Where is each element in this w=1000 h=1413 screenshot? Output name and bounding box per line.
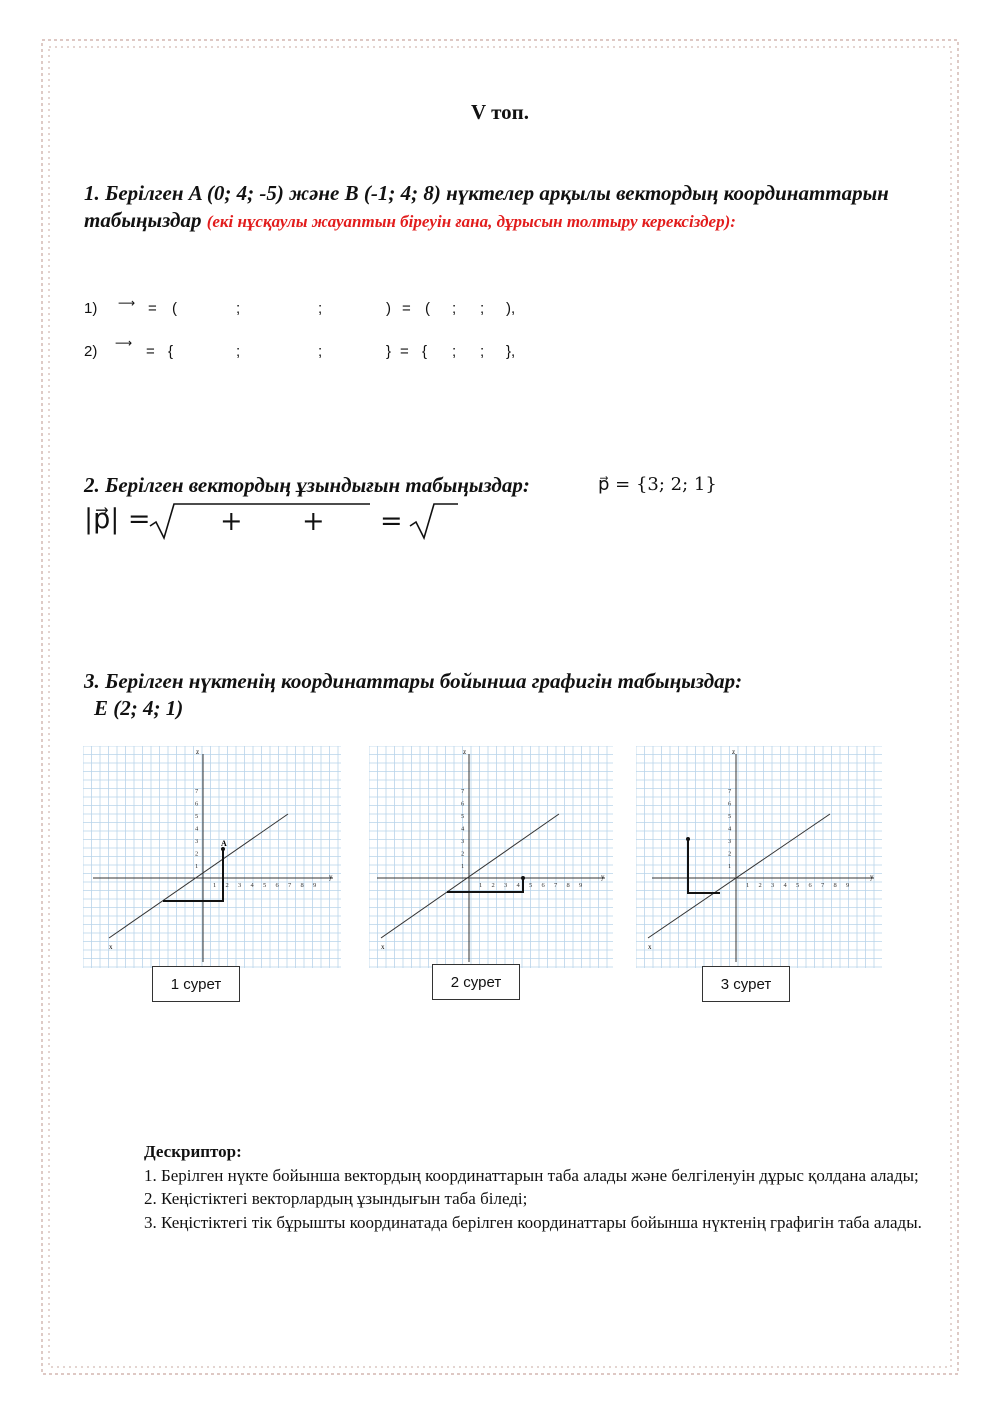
z-tick-label: 4 (728, 825, 732, 833)
descriptor-item-2: 2. Кеңістіктегі векторлардың ұзындығын таба біледі; (144, 1189, 528, 1208)
coordinate-graph-2 (369, 746, 613, 968)
caption-graph-2: 2 сурет (432, 964, 520, 1000)
z-tick-label: 6 (195, 800, 199, 808)
y-tick-label: 7 (554, 882, 558, 889)
z-tick-label: 7 (461, 788, 465, 795)
z-tick-label: 2 (728, 850, 732, 858)
axis-z-label: z (196, 748, 200, 756)
y-tick-label: 4 (783, 882, 787, 889)
y-tick-label: 6 (808, 882, 812, 889)
coordinate-graph-3 (636, 746, 882, 968)
z-tick-label: 5 (461, 813, 465, 820)
axis-z-label: z (732, 748, 736, 756)
y-tick-label: 2 (225, 882, 229, 889)
y-tick-label: 6 (541, 882, 545, 889)
z-tick-label: 6 (728, 800, 732, 808)
z-tick-label: 4 (195, 825, 199, 833)
y-tick-label: 3 (504, 882, 508, 889)
question-1-note: (екі нұсқаулы жауаптын біреуін ғана, дұрысын толтыру керексіздер): (206, 212, 736, 231)
z-axis-ticks (728, 788, 732, 870)
y-tick-label: 4 (516, 882, 520, 889)
y-tick-label: 9 (313, 882, 317, 889)
y-tick-label: 7 (288, 882, 292, 889)
axis-y-label: y (601, 873, 605, 881)
z-tick-label: 3 (195, 838, 199, 845)
point-a-label: A (221, 839, 227, 848)
y-tick-label: 1 (479, 882, 483, 889)
z-tick-label: 7 (195, 788, 199, 795)
plus-sign: + (220, 506, 243, 537)
y-tick-label: 5 (796, 882, 800, 889)
descriptor-section (84, 1140, 932, 1234)
z-tick-label: 1 (461, 863, 465, 870)
y-tick-label: 5 (263, 882, 267, 889)
y-tick-label: 8 (833, 882, 837, 889)
descriptor-title: Дескриптор: (144, 1142, 242, 1161)
axis-z-label: z (463, 748, 467, 756)
equals-sign: = (380, 506, 403, 537)
z-tick-label: 6 (461, 800, 465, 808)
z-tick-label: 5 (195, 813, 199, 820)
y-tick-label: 5 (529, 882, 533, 889)
axis-x-label: x (109, 943, 113, 951)
y-tick-label: 6 (275, 882, 279, 889)
question-1 (84, 180, 934, 235)
question-3-text: 3. Берілген нүктенің координаттары бойынша графигін табыңыздар: (84, 669, 743, 693)
descriptor-item-1: 1. Берілген нүкте бойынша вектордың координаттарын таба алады және белгіленуін дұрыс қолдана алады; (144, 1165, 919, 1185)
answer-line-2: 2) ⟶ = { ; ; } = { ; ; }, (84, 336, 516, 360)
y-tick-label: 4 (250, 882, 254, 889)
answer-line-1: 1) ⟶ = ( ; ; ) = ( ; ; ), (84, 296, 516, 317)
y-tick-label: 9 (579, 882, 583, 889)
z-tick-label: 2 (461, 850, 465, 858)
z-tick-label: 4 (461, 825, 465, 833)
y-tick-label: 2 (491, 882, 495, 889)
question-2-text: 2. Берілген вектордың ұзындығын табыңыздар: (84, 473, 530, 497)
z-tick-label: 2 (195, 850, 199, 858)
y-tick-label: 8 (566, 882, 570, 889)
descriptor-item-3: 3. Кеңістіктегі тік бұрышты координатада берілген координаттары бойынша нүктенің графигін таба алады. (144, 1212, 922, 1232)
y-tick-label: 7 (821, 882, 825, 889)
y-axis-ticks (746, 882, 849, 889)
z-tick-label: 7 (728, 788, 732, 795)
question-3-point: E (2; 4; 1) (94, 696, 184, 720)
page-title: V топ. (471, 100, 529, 124)
caption-graph-1: 1 сурет (152, 966, 240, 1002)
vector-arrow-icon: ⟶ (115, 336, 133, 350)
y-tick-label: 1 (746, 882, 750, 889)
vector-p: p⃗ = {3; 2; 1} (598, 474, 717, 495)
y-axis-ticks (479, 882, 582, 889)
axis-y-label: y (329, 873, 333, 881)
y-tick-label: 9 (846, 882, 850, 889)
y-tick-label: 3 (771, 882, 775, 889)
coordinate-graph-1 (83, 746, 341, 968)
grid (636, 746, 882, 968)
plus-sign: + (302, 506, 325, 537)
z-tick-label: 1 (195, 863, 199, 870)
question-1-text: 1. Берілген A (0; 4; -5) және B (-1; 4; 8) нүктелер арқылы вектордың координаттарын табыңыздар (84, 181, 889, 232)
z-tick-label: 3 (728, 838, 732, 845)
y-tick-label: 1 (213, 882, 217, 889)
y-tick-label: 3 (238, 882, 242, 889)
y-tick-label: 2 (758, 882, 762, 889)
grid (83, 746, 341, 968)
y-axis-ticks (213, 882, 316, 889)
grid (369, 746, 613, 968)
z-tick-label: 1 (728, 863, 732, 870)
z-tick-label: 5 (728, 813, 732, 820)
caption-graph-3: 3 сурет (702, 966, 790, 1002)
axis-x-label: x (648, 943, 652, 951)
vector-arrow-icon: ⟶ (118, 296, 136, 310)
axis-y-label: y (870, 873, 874, 881)
axis-x-label: x (381, 943, 385, 951)
z-axis-ticks (461, 788, 465, 870)
y-tick-label: 8 (300, 882, 304, 889)
z-axis-ticks (195, 788, 199, 870)
z-tick-label: 3 (461, 838, 465, 845)
